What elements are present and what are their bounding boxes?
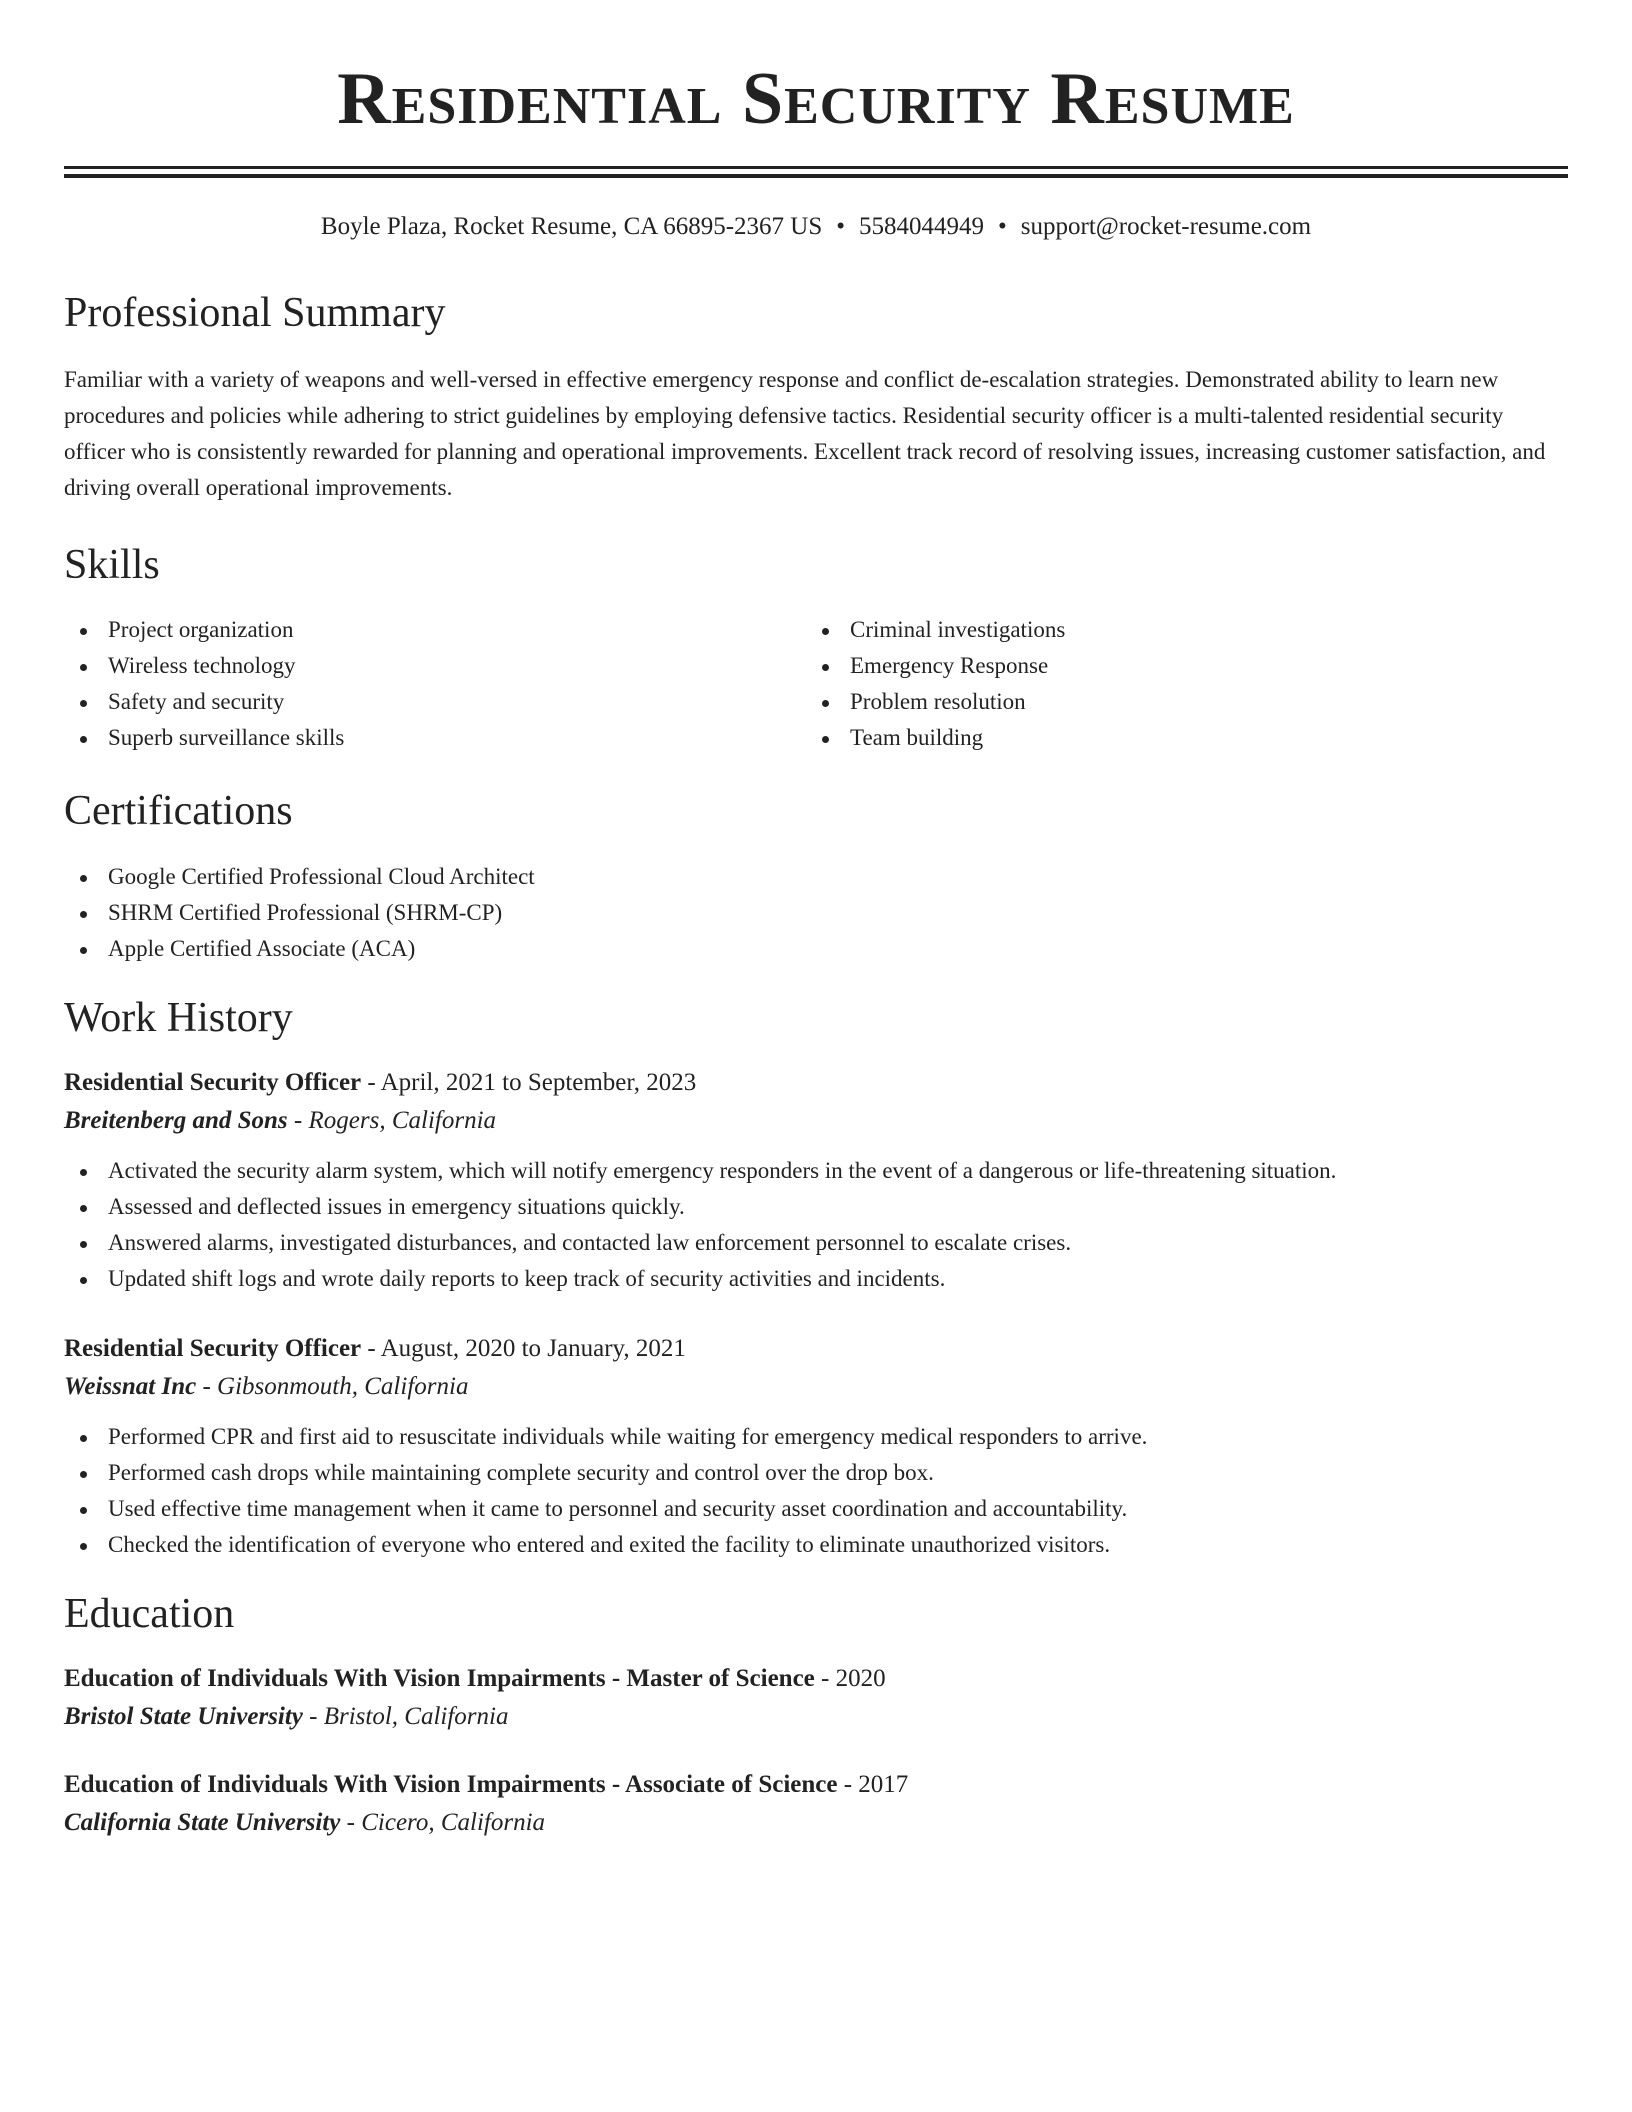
certification-item: Apple Certified Associate (ACA) — [64, 931, 1568, 967]
skills-column-right — [806, 612, 1548, 756]
job-company-line — [64, 1101, 1568, 1141]
certification-item: Google Certified Professional Cloud Architect — [64, 859, 1568, 895]
education-degree-line — [64, 1661, 1568, 1697]
job-duty-item: Activated the security alarm system, which will notify emergency responders in the event of a dangerous or life-threatening situation. — [64, 1153, 1568, 1189]
job-duty-item: Performed cash drops while maintaining complete security and control over the drop box. — [64, 1455, 1568, 1491]
education-school: California State University — [64, 1808, 341, 1836]
contact-phone: 5584044949 — [859, 213, 985, 240]
summary-heading: Professional Summary — [64, 290, 446, 336]
contact-address: Boyle Plaza, Rocket Resume, CA 66895-2367 US — [320, 213, 823, 240]
education-degree-line — [64, 1767, 1568, 1803]
job-company-line — [64, 1367, 1568, 1407]
job-dates: - August, 2020 to January, 2021 — [361, 1334, 686, 1362]
education-year: - 2017 — [837, 1770, 909, 1798]
education-school-line — [64, 1803, 1568, 1843]
education-location: - Bristol, California — [302, 1702, 509, 1730]
contact-separator: • — [836, 213, 846, 240]
education-year: - 2020 — [814, 1664, 886, 1692]
job-duty-item: Used effective time management when it came to personnel and security asset coordination and accountability. — [64, 1491, 1568, 1527]
skill-item: Safety and security — [64, 684, 806, 720]
education-degree: Education of Individuals With Vision Impairments - Master of Science — [64, 1664, 815, 1692]
certification-item: SHRM Certified Professional (SHRM-CP) — [64, 895, 1568, 931]
skill-item: Wireless technology — [64, 648, 806, 684]
title-divider-bottom — [64, 174, 1568, 178]
job-title-line — [64, 1331, 1568, 1367]
job-title: Residential Security Officer — [64, 1068, 362, 1096]
education-school-line — [64, 1697, 1568, 1737]
skills-heading: Skills — [64, 542, 160, 589]
job-location: - Rogers, California — [287, 1106, 497, 1134]
skill-item: Team building — [806, 720, 1548, 756]
resume-title: Residential Security Resume — [337, 58, 1295, 140]
job-location: - Gibsonmouth, California — [196, 1372, 469, 1400]
education-location: - Cicero, California — [340, 1808, 546, 1836]
job-duty-item: Answered alarms, investigated disturbances, and contacted law enforcement personnel to escalate crises. — [64, 1225, 1568, 1261]
job-title-line — [64, 1065, 1568, 1101]
job-entry — [64, 1331, 1568, 1563]
job-company: Breitenberg and Sons — [64, 1106, 288, 1134]
job-duty-item: Checked the identification of everyone who entered and exited the facility to eliminate unauthorized visitors. — [64, 1527, 1568, 1563]
education-entry — [64, 1661, 1568, 1737]
job-duty-item: Assessed and deflected issues in emergency situations quickly. — [64, 1189, 1568, 1225]
certifications-heading: Certifications — [64, 788, 293, 835]
job-company: Weissnat Inc — [64, 1372, 197, 1400]
job-duties-list — [64, 1419, 1568, 1563]
job-title: Residential Security Officer — [64, 1334, 362, 1362]
resume-page — [64, 0, 1568, 1843]
skill-item: Criminal investigations — [806, 612, 1548, 648]
skill-item: Superb surveillance skills — [64, 720, 806, 756]
contact-separator: • — [998, 213, 1007, 240]
education-school: Bristol State University — [64, 1702, 303, 1730]
skill-item: Project organization — [64, 612, 806, 648]
job-duty-item: Updated shift logs and wrote daily reports to keep track of security activities and incidents. — [64, 1261, 1568, 1297]
skills-column-left — [64, 612, 806, 756]
education-degree: Education of Individuals With Vision Impairments - Associate of Science — [64, 1770, 838, 1798]
job-entry — [64, 1065, 1568, 1297]
education-heading: Education — [64, 1590, 235, 1637]
contact-email: support@rocket-resume.com — [1020, 213, 1312, 240]
skill-item: Problem resolution — [806, 684, 1548, 720]
job-duties-list — [64, 1153, 1568, 1297]
education-entry — [64, 1767, 1568, 1843]
certifications-list — [64, 859, 1568, 967]
skill-item: Emergency Response — [806, 648, 1548, 684]
skills-list — [64, 612, 1568, 756]
job-dates: - April, 2021 to September, 2023 — [361, 1068, 697, 1096]
job-duty-item: Performed CPR and first aid to resuscitate individuals while waiting for emergency medical responders to arrive. — [64, 1419, 1568, 1455]
work-history-heading: Work History — [64, 994, 293, 1041]
summary-text: Familiar with a variety of weapons and well-versed in effective emergency response and conflict de-escalation strategies. Demonstrated ability to learn new procedures and policies while adhering to strict guidelines by employing defensive tactics. Residential security officer is a multi-talented residential security officer who is consistently rewarded for planning and operational improvements. Excellent track record of resolving issues, increasing customer satisfaction, and driving overall operational improvements. — [64, 367, 1546, 501]
contact-line — [64, 212, 1568, 242]
